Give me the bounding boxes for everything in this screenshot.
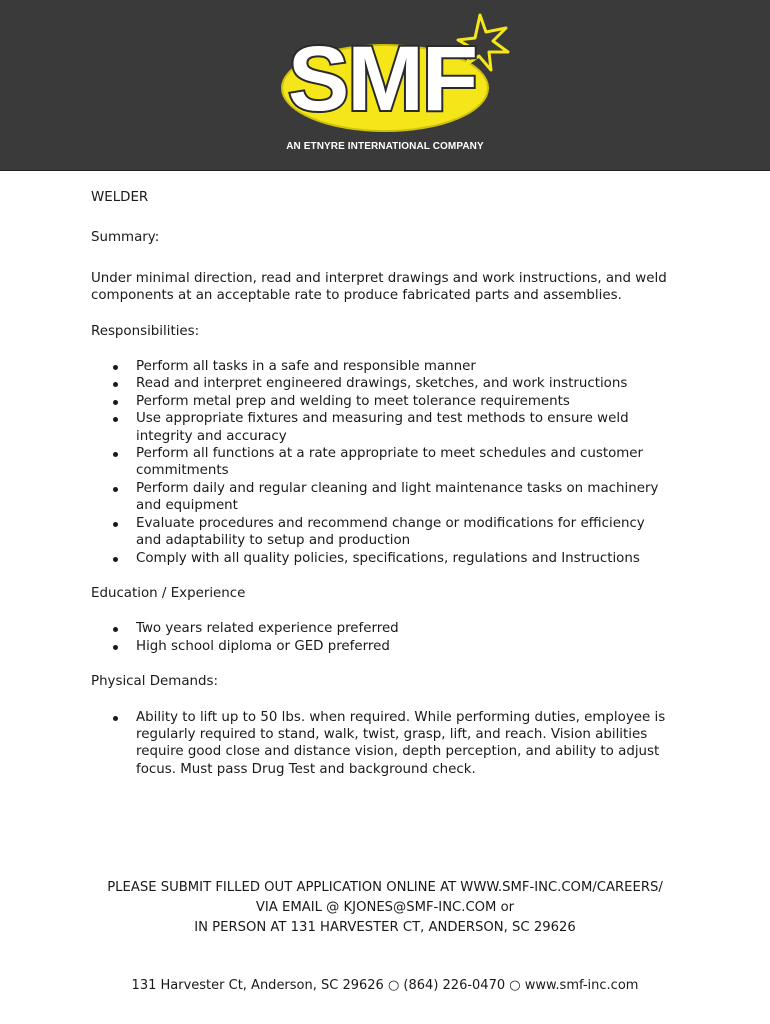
list-item: Comply with all quality policies, specifications, regulations and Instructions: [91, 550, 691, 567]
summary-heading: Summary:: [91, 230, 160, 246]
list-item: Two years related experience preferred: [91, 620, 691, 637]
company-tagline: AN ETNYRE INTERNATIONAL COMPANY: [286, 141, 484, 152]
list-item: High school diploma or GED preferred: [91, 638, 691, 655]
physical-list: [91, 709, 691, 779]
list-item: Perform daily and regular cleaning and light maintenance tasks on machinery and equipment: [91, 480, 691, 515]
application-instructions: [0, 878, 770, 938]
list-item: Perform all functions at a rate appropriate to meet schedules and customer commitments: [91, 445, 691, 480]
submit-line-email: VIA EMAIL @ KJONES@SMF-INC.COM or: [255, 900, 515, 915]
responsibilities-heading: Responsibilities:: [91, 323, 200, 339]
logo-lettering: SMF: [287, 28, 477, 130]
submit-line-online: PLEASE SUBMIT FILLED OUT APPLICATION ONLINE AT WWW.SMF-INC.COM/CAREERS/: [107, 880, 663, 895]
list-item: Use appropriate fixtures and measuring and test methods to ensure weld integrity and accuracy: [91, 410, 691, 445]
list-item: Read and interpret engineered drawings, sketches, and work instructions: [91, 375, 691, 392]
list-item: Perform metal prep and welding to meet tolerance requirements: [91, 393, 691, 410]
list-item: Ability to lift up to 50 lbs. when required. While performing duties, employee is regularly required to stand, walk, twist, grasp, lift, and reach. Vision abilities require good close and distance vision, depth perception, and ability to adjust focus. Must pass Drug Test and background check.: [91, 709, 691, 779]
education-list: [91, 620, 691, 655]
page-header: [0, 0, 770, 171]
job-title: WELDER: [91, 190, 149, 205]
list-item: Evaluate procedures and recommend change or modifications for efficiency and adaptability to setup and production: [91, 515, 691, 550]
summary-text: Under minimal direction, read and interpret drawings and work instructions, and weld components at an acceptable rate to produce fabricated parts and assemblies.: [91, 270, 667, 304]
physical-heading: Physical Demands:: [91, 674, 219, 690]
footer-contact: 131 Harvester Ct, Anderson, SC 29626 ○ (864) 226-0470 ○ www.smf-inc.com: [131, 978, 639, 993]
submit-line-in-person: IN PERSON AT 131 HARVESTER CT, ANDERSON, SC 29626: [194, 920, 576, 935]
smf-logo: [270, 10, 515, 135]
education-heading: Education / Experience: [91, 585, 246, 601]
job-description: [91, 189, 691, 778]
responsibilities-list: [91, 358, 691, 567]
list-item: Perform all tasks in a safe and responsible manner: [91, 358, 691, 375]
